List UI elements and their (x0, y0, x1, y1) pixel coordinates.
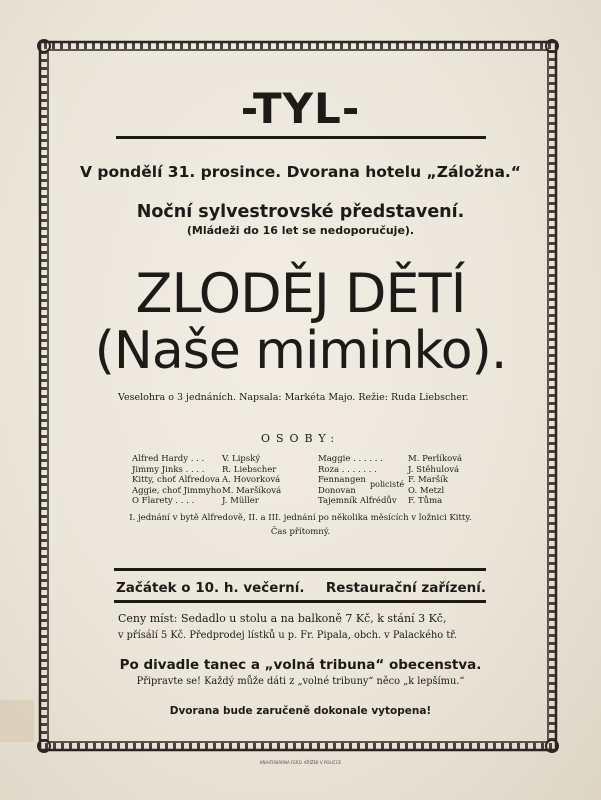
actor-name: R. Liebscher (222, 464, 277, 475)
actor-name: F. Tůma (408, 496, 443, 506)
play-credits: Veselohra o 3 jednáních. Napsala: Markéta Majo. Režie: Ruda Liebscher. (118, 392, 469, 403)
start-time: Začátek o 10. h. večerní. (116, 580, 305, 596)
cast-row (318, 465, 462, 476)
play-subtitle: (Naše miminko). (94, 321, 507, 381)
role-name: O Flarety . . . . (132, 496, 195, 506)
actor-name: V. Lipský (222, 454, 261, 464)
show-type-line: Noční sylvestrovské představení. (136, 202, 465, 222)
actor-name: M. Perlíková (408, 454, 463, 464)
cast-row (132, 454, 281, 465)
role-name: Donovan (318, 485, 356, 496)
info-rule-bottom (114, 600, 486, 603)
role-name: Roza . . . . . . . (318, 464, 377, 475)
cast-row (132, 475, 281, 486)
actor-name: J. Müller (222, 496, 259, 506)
actor-name: F. Maršík (408, 475, 449, 485)
actor-name: J. Stěhulová (408, 464, 460, 475)
role-name: Alfred Hardy . . . (132, 454, 205, 464)
printer-imprint: KNIHTISKÁRNA FERD. KŘÍŽEK V POLIČCE (259, 760, 342, 765)
scene-note (0, 511, 601, 539)
title-rule (116, 136, 486, 139)
role-name: Aggie, choť Jimmyho (132, 485, 222, 496)
cast-row (132, 486, 281, 497)
cast-row (132, 465, 281, 476)
role-name: Fennangen (318, 475, 366, 485)
role-name: Kitty, choť Alfredova (132, 475, 220, 485)
cast-row (318, 496, 462, 507)
role-name: Maggie . . . . . . (318, 454, 383, 464)
actor-name: O. Metzl (408, 485, 445, 496)
policiste-label: policisté (370, 480, 405, 489)
actor-name: M. Maršíková (222, 485, 282, 496)
cast-row (132, 496, 281, 507)
start-info-row (116, 580, 486, 596)
info-rule-top (114, 568, 486, 571)
cast-heading: OSOBY: (260, 432, 341, 445)
role-name: Jimmy Jinks . . . . (132, 464, 205, 475)
play-title: ZLODĚJ DĚTÍ (135, 262, 466, 325)
heating-line: Dvorana bude zaručeně dokonale vytopena! (169, 705, 432, 717)
actor-name: A. Hovorková (222, 475, 281, 485)
scene-line-1: I. jednání v bytě Alfredově, II. a III. jednání po několika měsících v ložnici Kitty. (129, 513, 472, 523)
prices-line-1: Ceny míst: Sedadlo u stolu a na balkoně 7 Kč, k stání 3 Kč, (118, 612, 447, 625)
prepare-line: Připravte se! Každý může dáti z „volné tribuny“ něco „k lepšímu.“ (136, 676, 465, 687)
poster-title: -TYL- (240, 84, 361, 133)
prices-line-2: v přísálí 5 Kč. Předprodej lístků u p. Fr. Pipala, obch. v Palackého tř. (118, 630, 457, 641)
cast-list-left (132, 454, 281, 507)
restaurant-note: Restaurační zařízení. (325, 580, 486, 596)
age-warning: (Mládeži do 16 let se nedoporučuje). (186, 224, 415, 237)
scene-line-2: Čas přítomný. (270, 527, 331, 537)
cast-list-right (318, 454, 462, 507)
dance-line: Po divadle tanec a „volná tribuna“ obecenstva. (119, 657, 482, 673)
role-name: Tajemník Alfrédův (318, 496, 397, 506)
cast-row (318, 454, 462, 465)
date-venue-line: V pondělí 31. prosince. Dvorana hotelu „Záložna.“ (79, 163, 521, 181)
